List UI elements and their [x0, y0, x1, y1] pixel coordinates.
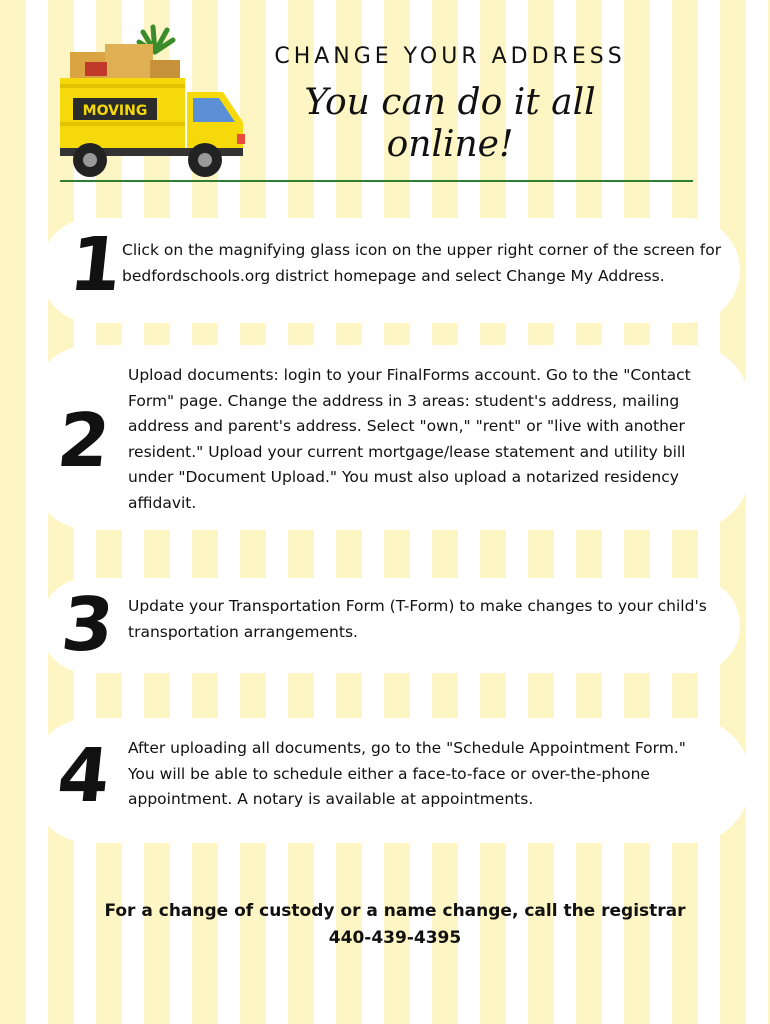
step-3-text: Update your Transportation Form (T-Form) to make changes to your child's transportation arrangements. — [128, 597, 707, 641]
registrar-phone[interactable]: 440-439-4395 — [328, 928, 462, 948]
title-divider — [60, 180, 693, 182]
step-2-text: Upload documents: login to your FinalForms account. Go to the "Contact Form" page. Change the address in 3 areas: student's address, mailing address and parent's address. Select "own," "rent" or "live with another resident." Upload your current mortgage/lease statement and utility bill under "Document Upload." You must also upload a notarized residency affidavit. — [128, 366, 691, 512]
step-number-3: 3 — [57, 582, 119, 668]
registrar-note-text: For a change of custody or a name change, call the registrar — [104, 901, 686, 921]
moving-truck-icon — [55, 22, 250, 192]
step-number-1: 1 — [65, 222, 127, 308]
step-1-text: Click on the magnifying glass icon on the upper right corner of the screen for bedfordschools.org district homepage and select Change My Address. — [122, 241, 722, 285]
script-tagline — [270, 82, 630, 166]
script-line-1: You can do it all — [304, 82, 596, 123]
truck-sign-label: MOVING — [82, 103, 148, 119]
page-title: CHANGE YOUR ADDRESS — [274, 44, 626, 69]
step-number-4: 4 — [53, 733, 115, 819]
registrar-note — [80, 898, 710, 952]
script-line-2: online! — [386, 124, 514, 165]
step-number-2: 2 — [53, 398, 115, 484]
step-4-text: After uploading all documents, go to the "Schedule Appointment Form." You will be able to schedule either a face-to-face or over-the-phone appointment. A notary is available at appointments. — [128, 739, 686, 808]
